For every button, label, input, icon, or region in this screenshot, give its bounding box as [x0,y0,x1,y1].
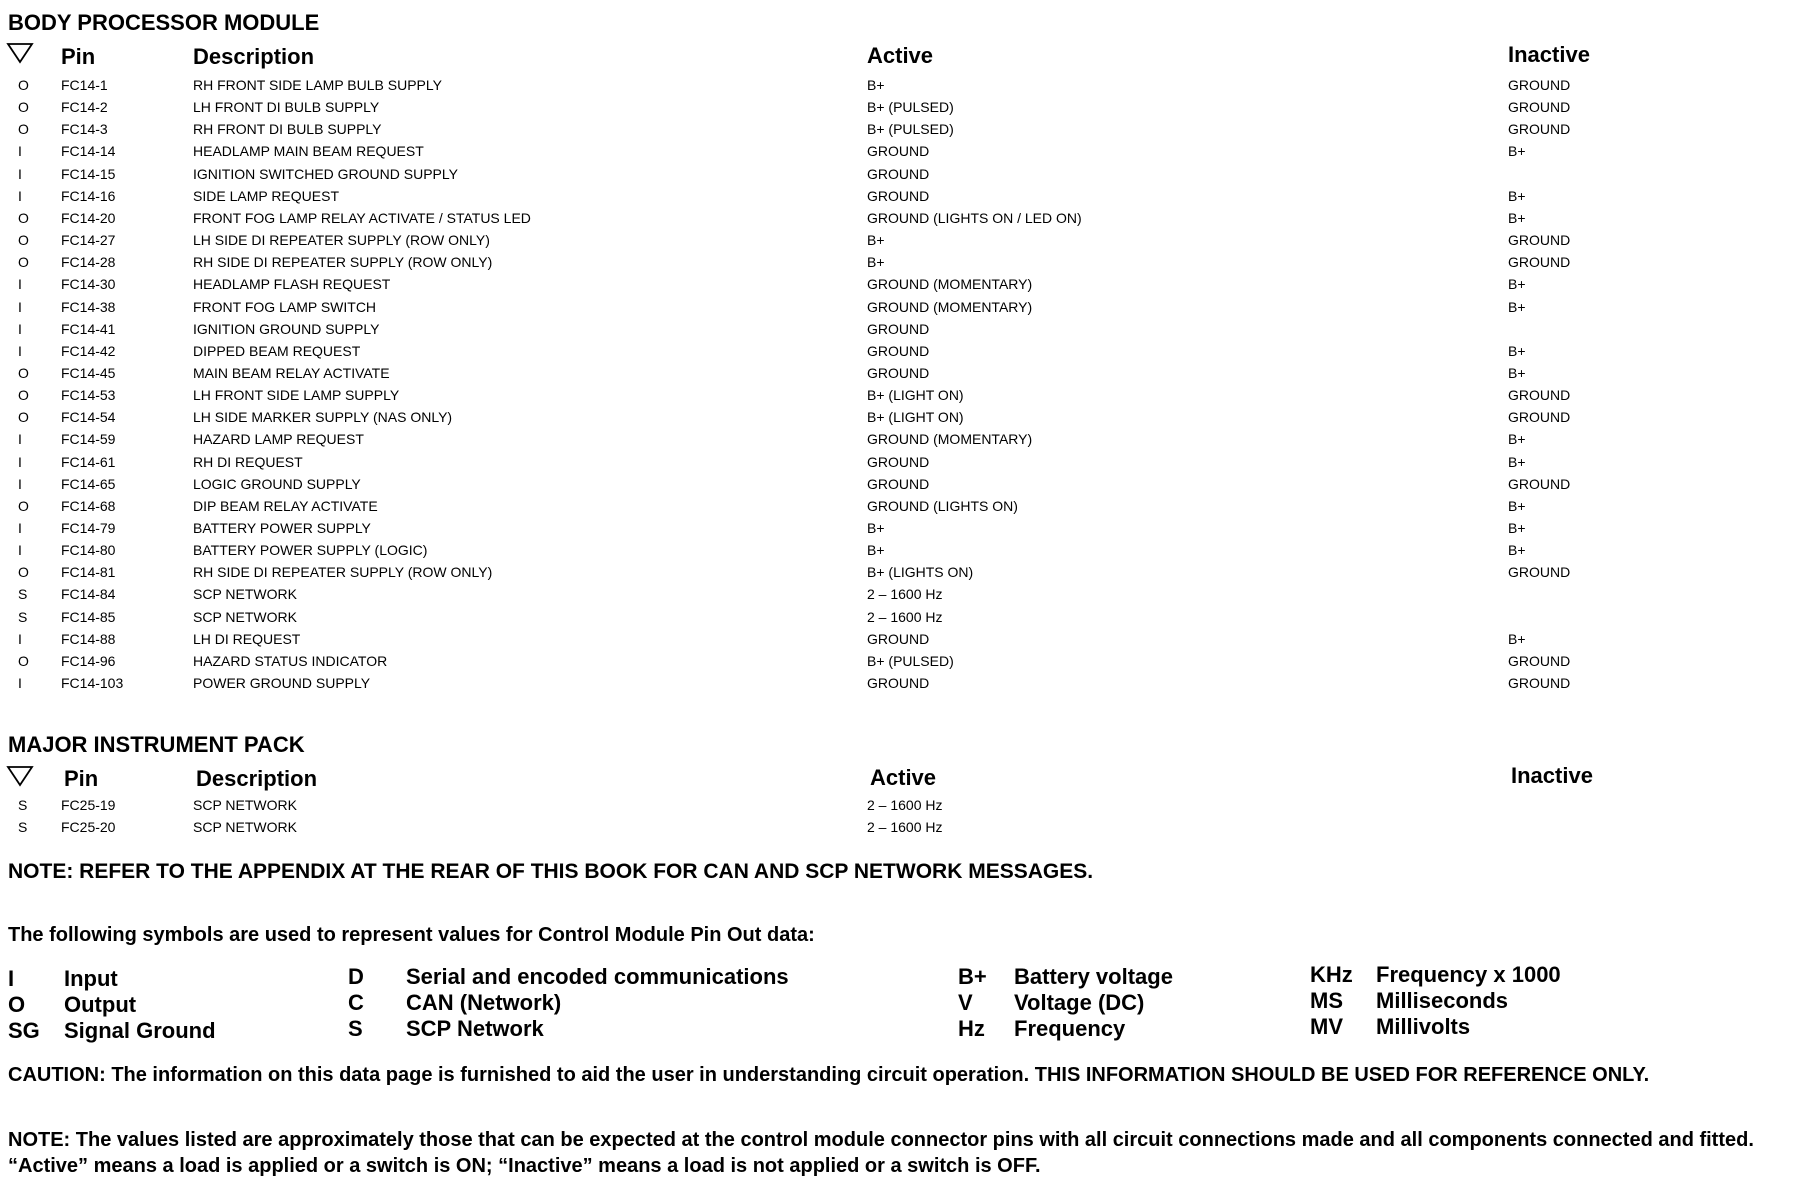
active-value: GROUND [867,165,930,182]
inactive-value: B+ [1508,298,1526,315]
inactive-value: GROUND [1508,409,1571,426]
pin-type: I [18,342,22,359]
active-value: GROUND (MOMENTARY) [867,276,1033,293]
pin-description: IGNITION GROUND SUPPLY [193,320,380,337]
pin-id: FC14-59 [61,431,116,448]
active-value: GROUND [867,342,930,359]
pin-id: FC14-79 [61,520,116,536]
appendix-note: NOTE: REFER TO THE APPENDIX AT THE REAR OF THIS BOOK FOR CAN AND SCP NETWORK MESSAGES. [8,860,1094,883]
pin-description: BATTERY POWER SUPPLY [193,520,371,536]
legend-symbol: S [348,1016,363,1041]
table-row [0,387,1794,409]
inactive-value: GROUND [1508,254,1571,271]
caution-note: CAUTION: The information on this data page is furnished to aid the user in understanding circuit operation. THIS INFORMATION SHOULD BE USED FOR REFERENCE ONLY. [8,1064,1650,1086]
pin-type: O [18,497,29,514]
pin-id: FC14-30 [61,276,116,293]
table-row [0,321,1794,343]
pin-description: LH SIDE DI REPEATER SUPPLY (ROW ONLY) [193,232,490,249]
legend-symbol: SG [8,1018,40,1043]
active-value: 2 – 1600 Hz [867,797,943,813]
table-row [0,77,1794,99]
pin-description: FRONT FOG LAMP SWITCH [193,298,377,315]
inactive-value: GROUND [1508,232,1571,249]
bpm-header-pin: Pin [61,44,96,69]
pin-id: FC14-41 [61,320,116,337]
table-row [0,564,1794,586]
pin-type: I [18,276,22,293]
inactive-value: B+ [1508,453,1526,470]
active-value: 2 – 1600 Hz [867,586,943,603]
pin-id: FC14-88 [61,630,116,647]
inactive-value: B+ [1508,342,1526,359]
pin-type: S [18,608,28,625]
legend-text: Battery voltage [1014,964,1173,989]
active-value: 2 – 1600 Hz [867,819,943,835]
table-row [0,276,1794,298]
pin-id: FC14-84 [61,586,116,603]
table-row [0,498,1794,520]
table-row [0,631,1794,653]
pin-description: RH FRONT DI BULB SUPPLY [193,121,382,138]
inactive-value: B+ [1508,276,1526,293]
table-row [0,365,1794,387]
legend-col-io [8,966,338,1046]
pin-description: HEADLAMP MAIN BEAM REQUEST [193,143,424,160]
pin-id: FC25-19 [61,797,116,813]
pin-type: O [18,77,29,93]
legend-col-electrical [958,964,1288,1044]
inactive-value: B+ [1508,143,1526,160]
pin-description: SCP NETWORK [193,797,297,813]
active-value: B+ [867,254,885,271]
legend-text: Frequency [1014,1016,1126,1041]
inactive-value: GROUND [1508,99,1571,116]
pin-type: I [18,431,22,448]
pin-type: I [18,143,22,160]
active-value: GROUND (MOMENTARY) [867,431,1033,448]
pin-description: LH DI REQUEST [193,630,301,647]
pin-id: FC14-61 [61,453,116,470]
pin-description: POWER GROUND SUPPLY [193,675,371,692]
pin-description: SIDE LAMP REQUEST [193,187,340,204]
legend-symbol: Hz [958,1016,985,1041]
pin-type: O [18,409,29,426]
pin-description: LOGIC GROUND SUPPLY [193,475,361,492]
pin-description: DIP BEAM RELAY ACTIVATE [193,497,378,514]
legend-symbol: MV [1310,1014,1343,1039]
pin-id: FC14-3 [61,121,108,138]
pin-description: HEADLAMP FLASH REQUEST [193,276,391,293]
table-row [0,819,1794,841]
pin-type: O [18,254,29,271]
pin-type: O [18,209,29,226]
pin-description: LH FRONT SIDE LAMP SUPPLY [193,387,400,404]
legend-symbol: B+ [958,964,987,989]
active-value: GROUND [867,475,930,492]
pin-type: O [18,387,29,404]
values-note: NOTE: The values listed are approximately those that can be expected at the control module connector pins with all circuit connections made and all components connected and fitted. “Active” means a load is applied or a switch is ON; “Inactive” means a load is not applied or a switch is OFF. [8,1129,1754,1177]
legend-symbol: KHz [1310,962,1353,987]
pin-type: I [18,453,22,470]
pin-type: S [18,586,28,603]
inactive-value: GROUND [1508,564,1571,581]
legend-text: Serial and encoded communications [406,964,789,989]
pin-id: FC14-68 [61,497,116,514]
table-row [0,431,1794,453]
legend-text: Millivolts [1376,1014,1471,1039]
pin-description: DIPPED BEAM REQUEST [193,342,361,359]
pin-id: FC14-103 [61,675,124,692]
pin-type: I [18,675,22,692]
legend-symbol: O [8,992,26,1017]
table-row [0,797,1794,819]
active-value: GROUND (MOMENTARY) [867,298,1033,315]
pin-type: I [18,520,22,536]
active-value: 2 – 1600 Hz [867,608,943,625]
bpm-header-description: Description [193,44,315,69]
pin-description: RH SIDE DI REPEATER SUPPLY (ROW ONLY) [193,564,493,581]
pin-id: FC14-45 [61,364,116,381]
legend-text: Milliseconds [1376,988,1509,1013]
pin-id: FC14-28 [61,254,116,271]
pin-description: SCP NETWORK [193,819,297,835]
bpm-header-inactive: Inactive [1508,42,1590,67]
active-value: B+ (LIGHTS ON) [867,564,974,581]
legend-text: Input [64,966,118,991]
pin-type: I [18,475,22,492]
bpm-title: BODY PROCESSOR MODULE [8,10,320,35]
pin-description: LH SIDE MARKER SUPPLY (NAS ONLY) [193,409,453,426]
table-row [0,609,1794,631]
symbols-intro: The following symbols are used to represent values for Control Module Pin Out data: [8,924,815,946]
table-row [0,343,1794,365]
pin-id: FC14-96 [61,652,116,669]
pin-description: LH FRONT DI BULB SUPPLY [193,99,380,116]
pin-description: SCP NETWORK [193,608,297,625]
active-value: GROUND [867,320,930,337]
pin-type: O [18,364,29,381]
pin-description: RH SIDE DI REPEATER SUPPLY (ROW ONLY) [193,254,493,271]
active-value: B+ (PULSED) [867,121,954,138]
pin-type: O [18,232,29,249]
pin-id: FC14-85 [61,608,116,625]
legend-col-comms [348,964,908,1044]
pin-description: HAZARD STATUS INDICATOR [193,652,388,669]
inactive-value: GROUND [1508,387,1571,404]
pin-description: MAIN BEAM RELAY ACTIVATE [193,364,390,381]
active-value: B+ [867,542,885,559]
table-row [0,454,1794,476]
table-row [0,99,1794,121]
mip-header-active: Active [870,765,937,790]
table-row [0,476,1794,498]
active-value: B+ (LIGHT ON) [867,387,964,404]
active-value: B+ (PULSED) [867,99,954,116]
pin-description: IGNITION SWITCHED GROUND SUPPLY [193,165,458,182]
table-row [0,166,1794,188]
pin-id: FC14-20 [61,209,116,226]
active-value: B+ [867,77,885,93]
table-row [0,188,1794,210]
pin-id: FC14-42 [61,342,116,359]
mip-header-inactive: Inactive [1511,763,1593,788]
table-row [0,121,1794,143]
table-row [0,232,1794,254]
pin-id: FC14-80 [61,542,116,559]
inactive-value: B+ [1508,520,1526,536]
active-value: GROUND [867,364,930,381]
legend-text: CAN (Network) [406,990,562,1015]
legend-text: Frequency x 1000 [1376,962,1561,987]
pin-type: O [18,99,29,116]
pin-type: I [18,165,22,182]
table-row [0,675,1794,697]
pin-id: FC14-1 [61,77,108,93]
pin-type: I [18,298,22,315]
pin-id: FC14-16 [61,187,116,204]
triangle-icon [6,765,34,787]
inactive-value: B+ [1508,630,1526,647]
mip-header-pin: Pin [64,766,99,791]
table-row [0,210,1794,232]
mip-header-description: Description [196,766,318,791]
pin-id: FC25-20 [61,819,116,835]
pin-description: FRONT FOG LAMP RELAY ACTIVATE / STATUS LED [193,209,531,226]
table-row [0,254,1794,276]
pin-id: FC14-38 [61,298,116,315]
active-value: B+ [867,232,885,249]
pin-type: I [18,320,22,337]
inactive-value: GROUND [1508,121,1571,138]
pin-id: FC14-14 [61,143,116,160]
pin-id: FC14-65 [61,475,116,492]
pin-description: RH DI REQUEST [193,453,303,470]
active-value: GROUND (LIGHTS ON / LED ON) [867,209,1082,226]
pin-type: I [18,542,22,559]
inactive-value: B+ [1508,209,1526,226]
pin-id: FC14-81 [61,564,116,581]
pin-type: O [18,652,29,669]
pin-description: BATTERY POWER SUPPLY (LOGIC) [193,542,428,559]
active-value: GROUND [867,675,930,692]
triangle-icon [6,42,34,64]
legend-text: Signal Ground [64,1018,216,1043]
pin-description: SCP NETWORK [193,586,297,603]
pin-id: FC14-27 [61,232,116,249]
pin-type: I [18,630,22,647]
legend-symbol: C [348,990,364,1015]
inactive-value: B+ [1508,497,1526,514]
table-row [0,653,1794,675]
active-value: GROUND [867,453,930,470]
active-value: GROUND (LIGHTS ON) [867,497,1018,514]
inactive-value: GROUND [1508,675,1571,692]
legend-symbol: I [8,966,15,991]
table-row [0,542,1794,564]
pin-id: FC14-2 [61,99,108,116]
pin-type: O [18,121,29,138]
legend-col-units [1310,962,1690,1042]
active-value: GROUND [867,630,930,647]
legend-symbol: V [958,990,973,1015]
bpm-header-active: Active [867,43,934,68]
legend-symbol: D [348,964,364,989]
inactive-value: B+ [1508,431,1526,448]
pin-type: O [18,564,29,581]
inactive-value: B+ [1508,187,1526,204]
inactive-value: B+ [1508,364,1526,381]
pin-description: HAZARD LAMP REQUEST [193,431,364,448]
pin-id: FC14-54 [61,409,116,426]
legend-text: Voltage (DC) [1014,990,1145,1015]
table-row [0,520,1794,542]
active-value: B+ (LIGHT ON) [867,409,964,426]
pin-type: S [18,797,28,813]
pin-id: FC14-53 [61,387,116,404]
mip-title: MAJOR INSTRUMENT PACK [8,732,305,757]
table-row [0,299,1794,321]
pin-type: I [18,187,22,204]
table-row [0,586,1794,608]
active-value: GROUND [867,187,930,204]
pin-type: S [18,819,28,835]
active-value: B+ (PULSED) [867,652,954,669]
inactive-value: GROUND [1508,77,1571,93]
active-value: B+ [867,520,885,536]
pin-id: FC14-15 [61,165,116,182]
legend-text: SCP Network [406,1016,544,1041]
pin-description: RH FRONT SIDE LAMP BULB SUPPLY [193,77,442,93]
inactive-value: B+ [1508,542,1526,559]
inactive-value: GROUND [1508,652,1571,669]
active-value: GROUND [867,143,930,160]
legend-symbol: MS [1310,988,1343,1013]
table-row [0,409,1794,431]
table-row [0,143,1794,165]
inactive-value: GROUND [1508,475,1571,492]
legend-text: Output [64,992,137,1017]
